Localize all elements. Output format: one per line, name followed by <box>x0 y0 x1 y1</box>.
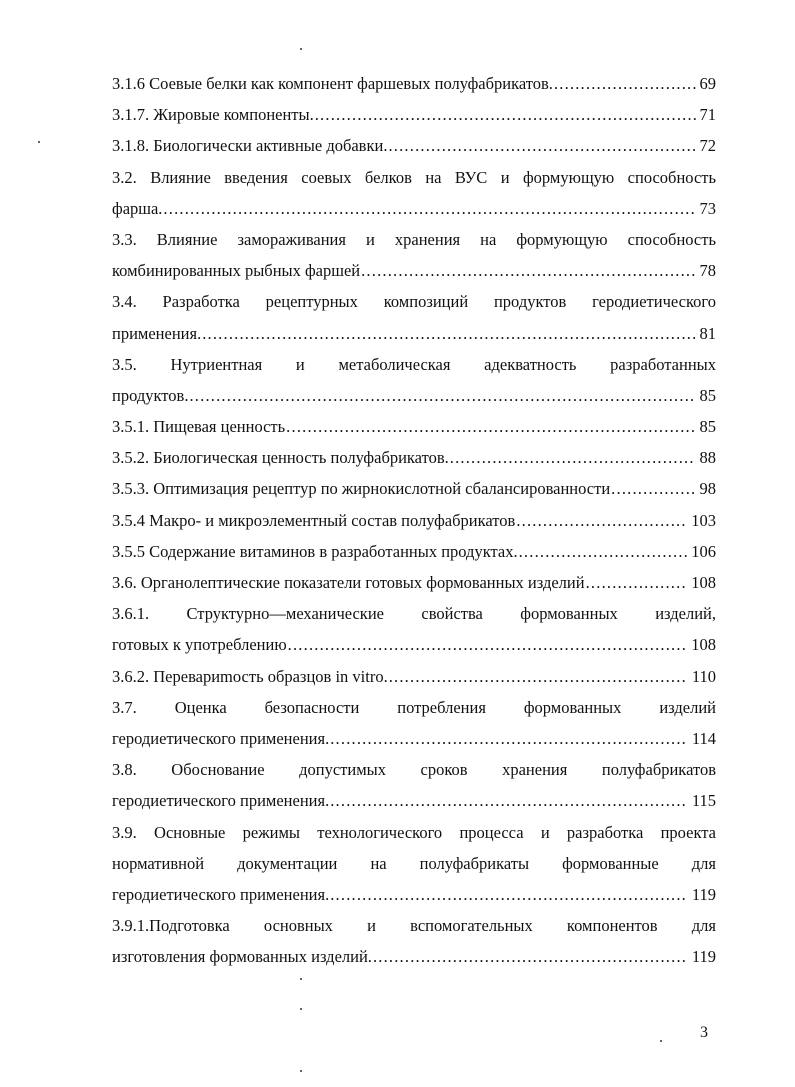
toc-entry-title: 3.5.5 Содержание витаминов в разработанных продуктах. <box>112 541 518 561</box>
toc-entry-final-line <box>112 99 716 130</box>
toc-entry <box>112 411 716 442</box>
dot-leader <box>288 629 688 660</box>
toc-entry-final-line <box>112 411 716 442</box>
toc-page-number: 108 <box>691 635 716 655</box>
toc-entry-title: 3.1.8. Биологически активные добавки. <box>112 136 388 156</box>
scan-speck <box>300 48 302 50</box>
toc-page-number: 108 <box>691 573 716 592</box>
toc-entry-line: 3.9.1.Подготовка основных и вспомогательных компонентов для <box>112 916 716 936</box>
toc-page-number: 98 <box>699 479 716 499</box>
toc-entry-title: геродиетического применения. <box>112 884 330 904</box>
dot-leader <box>554 68 696 99</box>
toc-page-number: 119 <box>691 947 716 967</box>
toc-entry <box>112 598 716 660</box>
scan-speck <box>300 978 302 980</box>
toc-entry-final-line <box>112 567 716 598</box>
dot-leader <box>330 879 688 910</box>
toc-entry-title: 3.1.6 Соевые белки как компонент фаршевых полуфабрикатов. <box>112 74 553 93</box>
scan-speck <box>660 1040 662 1042</box>
toc-page-number: 71 <box>699 105 716 125</box>
toc-entry <box>112 661 716 692</box>
toc-entry <box>112 286 716 348</box>
toc-entry-final-line <box>112 629 716 660</box>
toc-page-number: 81 <box>699 323 716 343</box>
toc-entry-title: изготовления формованных изделий. <box>112 947 372 967</box>
toc-page-number: 72 <box>699 136 716 156</box>
toc-entry-final-line <box>112 785 716 816</box>
toc-entry-title: 3.6.2. Перевариmость образцов in vitro. <box>112 666 388 686</box>
toc-page-number: 119 <box>691 884 716 904</box>
dot-leader <box>330 785 688 816</box>
toc-entry <box>112 536 716 567</box>
toc-entry-title: 3.5.3. Оптимизация рецептур по жирнокислотной сбалансированности <box>112 479 611 499</box>
toc-entry <box>112 68 716 99</box>
toc-page-number: 78 <box>699 261 716 281</box>
dot-leader <box>163 193 695 224</box>
toc-entry-line: 3.6.1. Структурно—механические свойства формованных изделий, <box>112 604 716 624</box>
dot-leader <box>315 99 696 130</box>
toc-entry <box>112 692 716 754</box>
toc-entry <box>112 99 716 130</box>
toc-page-number: 103 <box>691 510 716 530</box>
scan-speck <box>300 1070 302 1072</box>
toc-entry-line: 3.9. Основные режимы технологического процесса и разработка проекта <box>112 822 716 842</box>
toc-entry-title: фарша. <box>112 198 163 218</box>
toc-entry-final-line <box>112 723 716 754</box>
toc-entry <box>112 910 716 972</box>
toc-page-number: 110 <box>691 666 716 686</box>
toc-entry-final-line <box>112 130 716 161</box>
dot-leader <box>450 442 696 473</box>
toc-entry-line: 3.5. Нутриентная и метаболическая адекватность разработанных <box>112 354 716 374</box>
toc-page-number: 88 <box>699 448 716 468</box>
toc-entry-line: 3.2. Влияние введения соевых белков на ВУС и формующую способность <box>112 167 716 187</box>
toc-entry-final-line <box>112 473 716 504</box>
dot-leader <box>516 505 687 536</box>
toc-page-number: 85 <box>699 417 716 437</box>
toc-entry-title: готовых к употреблению <box>112 635 287 655</box>
toc-entry-title: 3.5.4 Макро- и микроэлементный состав полуфабрикатов <box>112 510 516 530</box>
toc-entry <box>112 567 716 598</box>
toc-entry-title: 3.1.7. Жировые компоненты. <box>112 105 314 125</box>
toc-entry-final-line <box>112 255 716 286</box>
toc-entry <box>112 224 716 286</box>
dot-leader <box>388 130 695 161</box>
page-number: 3 <box>700 1024 708 1041</box>
toc-entry-title: 3.6. Органолептические показатели готовых формованных изделий <box>112 573 585 592</box>
dot-leader <box>519 536 688 567</box>
toc-entry-title: комбинированных рыбных фаршей <box>112 261 361 281</box>
dot-leader <box>361 255 695 286</box>
toc-entry-final-line <box>112 380 716 411</box>
dot-leader <box>586 567 688 598</box>
scan-speck <box>38 141 40 143</box>
toc-entry <box>112 754 716 816</box>
scan-speck <box>300 1008 302 1010</box>
dot-leader <box>286 411 695 442</box>
toc-entry-final-line <box>112 941 716 972</box>
toc-entry-line: нормативной документации на полуфабрикаты формованные для <box>112 853 716 873</box>
toc-entry-final-line <box>112 536 716 567</box>
dot-leader <box>611 473 695 504</box>
toc-entry <box>112 130 716 161</box>
toc-entry <box>112 817 716 911</box>
toc-entry-final-line <box>112 661 716 692</box>
dot-leader <box>330 723 688 754</box>
toc-entry <box>112 473 716 504</box>
toc-entry-line: 3.8. Обоснование допустимых сроков хранения полуфабрикатов <box>112 760 716 780</box>
toc-page-number: 115 <box>691 791 716 811</box>
toc-entry-title: геродиетического применения. <box>112 728 330 748</box>
toc-page-number: 85 <box>699 385 716 405</box>
toc-entry-final-line <box>112 68 716 99</box>
toc-entry <box>112 442 716 473</box>
toc-entry-final-line <box>112 318 716 349</box>
toc-page-number: 106 <box>691 541 716 561</box>
dot-leader <box>202 318 695 349</box>
toc-page-number: 73 <box>699 198 716 218</box>
dot-leader <box>373 941 688 972</box>
dot-leader <box>389 661 688 692</box>
toc-entry-title: 3.5.1. Пищевая ценность <box>112 417 286 437</box>
toc-entry-final-line <box>112 505 716 536</box>
toc-entry <box>112 505 716 536</box>
toc-entry <box>112 162 716 224</box>
toc-entry-title: продуктов. <box>112 385 189 405</box>
toc-entry-line: 3.4. Разработка рецептурных композиций продуктов геродиетического <box>112 292 716 312</box>
toc-entry-line: 3.3. Влияние замораживания и хранения на формующую способность <box>112 229 716 249</box>
toc-entry-final-line <box>112 442 716 473</box>
toc-entry <box>112 349 716 411</box>
toc-entry-title: 3.5.2. Биологическая ценность полуфабрикатов. <box>112 448 449 468</box>
toc-entry-title: геродиетического применения. <box>112 791 330 811</box>
toc-page-number: 69 <box>699 74 716 93</box>
toc-entry-final-line <box>112 193 716 224</box>
toc-page-number: 114 <box>691 728 716 748</box>
toc-entry-title: применения. <box>112 323 202 343</box>
toc-entry-line: 3.7. Оценка безопасности потребления формованных изделий <box>112 697 716 717</box>
toc-entry-final-line <box>112 879 716 910</box>
table-of-contents <box>112 68 716 972</box>
dot-leader <box>189 380 695 411</box>
